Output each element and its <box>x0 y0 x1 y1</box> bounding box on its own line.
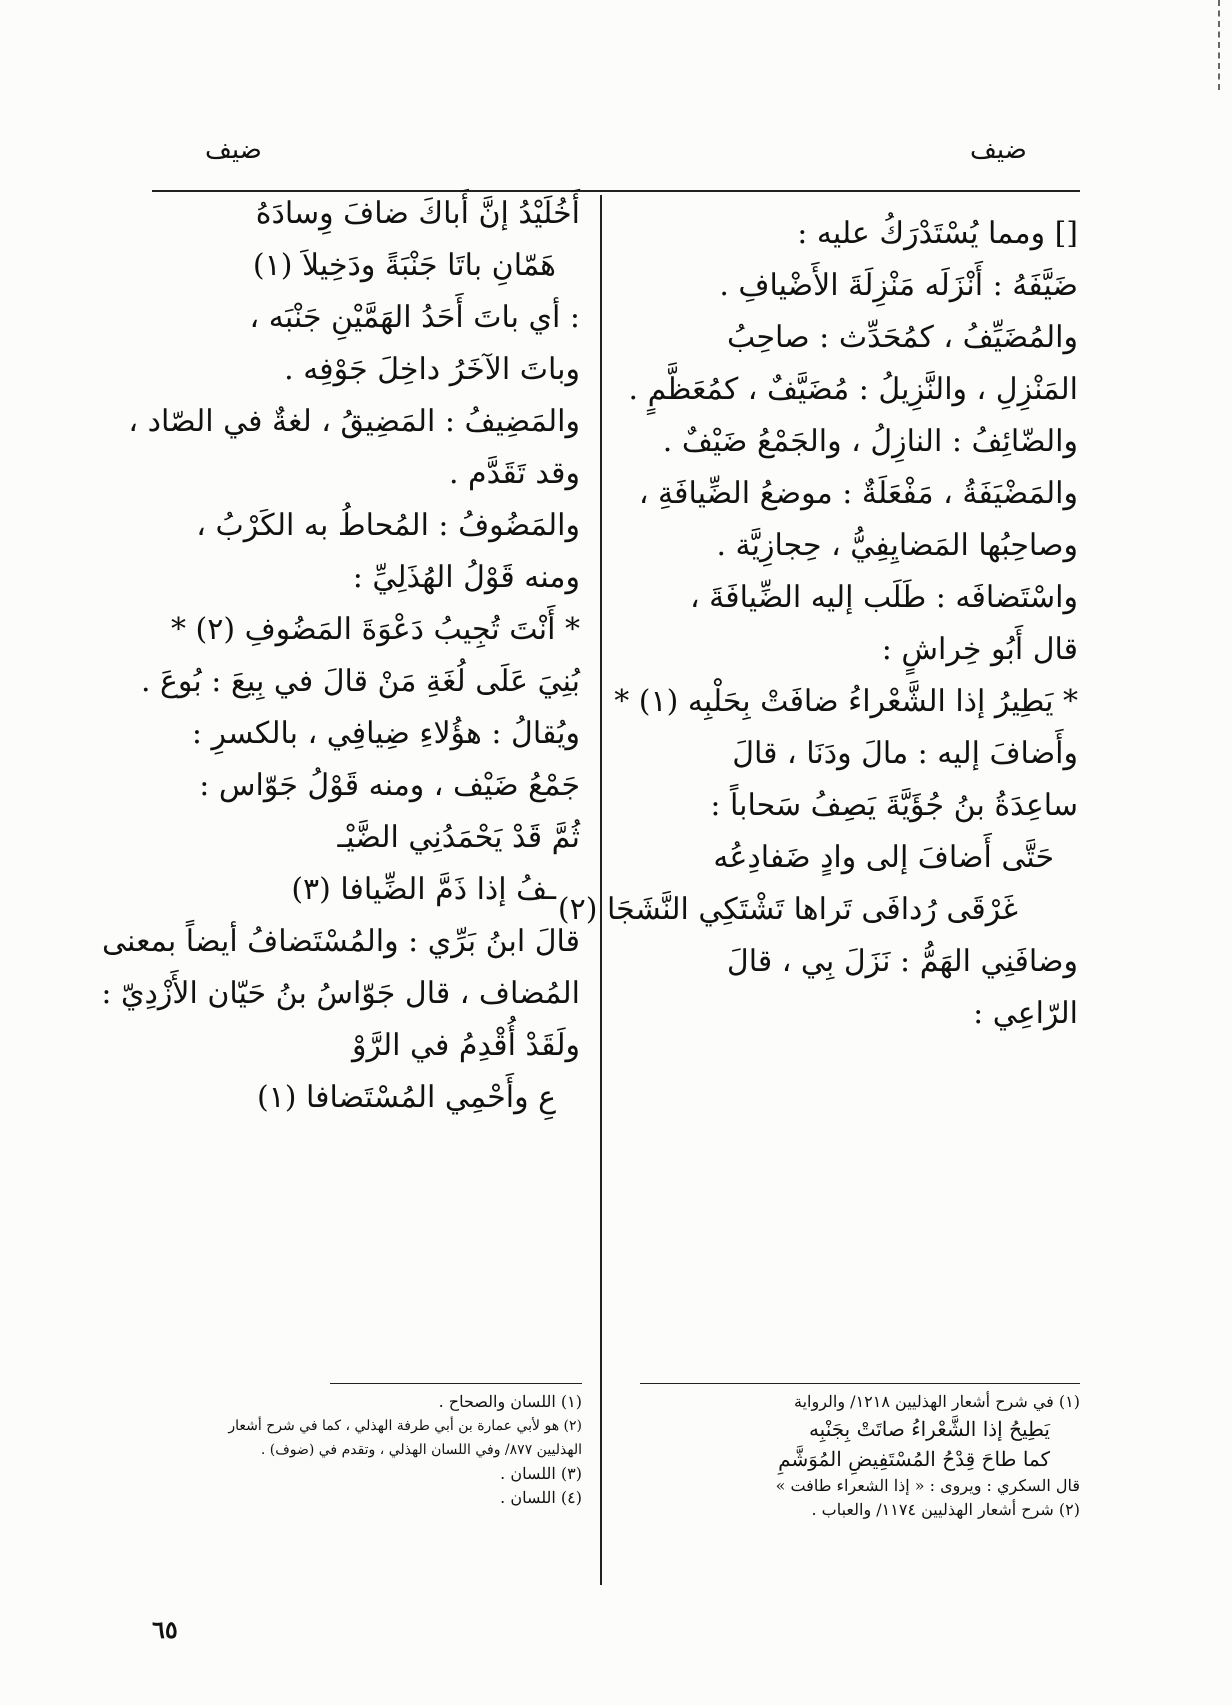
text-line: : أي باتَ أَحَدُ الهَمَّيْنِ جَنْبَه ، <box>249 300 580 335</box>
text-line: والضّائِفُ : النازِلُ ، والجَمْعُ ضَيْفٌ . <box>662 424 1078 459</box>
text-line: وقد تَقَدَّم . <box>448 456 580 491</box>
text-line: والمَضْيَفَةُ ، مَفْعَلَةٌ : موضعُ الضِّيافَةِ ، <box>638 476 1078 511</box>
text-line: بُنِيَ عَلَى لُغَةِ مَنْ قالَ في بِيعَ : بُوعَ . <box>140 664 580 699</box>
footnote-verse: يَطِيحُ إذا الشَّعْراءُ صاتَتْ بِجَنْبِه <box>808 1417 1050 1441</box>
footnote-line: (١) في شرح أشعار الهذليين ١٢١٨/ والرواية <box>794 1392 1080 1411</box>
text-line: وصاحِبُها المَضايِفِيُّ ، حِجازِيَّة . <box>716 528 1078 563</box>
text-line: وأَضافَ إليه : مالَ ودَنَا ، قالَ <box>732 736 1078 771</box>
footnote-line: (١) اللسان والصحاح . <box>438 1392 582 1411</box>
footnote-line: (٤) اللسان . <box>500 1488 582 1507</box>
footnote-verse: كما طاحَ قِدْحُ المُسْتَفِيضِ المُوَشَّمِ <box>778 1447 1050 1471</box>
verse-line: ثُمَّ قَدْ يَحْمَدُنِي الضَّيْـ <box>337 820 580 855</box>
verse-line: ولَقَدْ أُقْدِمُ في الرَّوْ <box>351 1028 580 1063</box>
text-line: ساعِدَةُ بنُ جُؤَيَّةَ يَصِفُ سَحاباً : <box>710 788 1078 823</box>
footnote-line: (٢) شرح أشعار الهذليين ١١٧٤/ والعباب . <box>811 1500 1080 1519</box>
edge-cut-mark <box>1218 0 1220 90</box>
text-line: قال أَبُو خِراشٍ : <box>881 632 1078 667</box>
verse-line: * يَطِيرُ إذا الشَّعْراءُ ضافَتْ بِحَلْبِه (١) * <box>614 684 1078 719</box>
verse-line: ـفُ إذا ذَمَّ الضِّيافا (٣) <box>291 872 556 907</box>
text-line: ومنه قَوْلُ الهُذَلِيِّ : <box>352 560 580 595</box>
text-line: والمُضَيِّفُ ، كمُحَدِّث : صاحِبُ <box>727 320 1078 355</box>
text-line: جَمْعُ ضَيْف ، ومنه قَوْلُ جَوّاس : <box>199 768 580 803</box>
footnote-line: الهذليين ٨٧٧/ وفي اللسان الهذلي ، وتقدم في (ضوف) . <box>260 1442 582 1458</box>
text-line: الرّاعِي : <box>973 996 1078 1031</box>
verse-line: أَخُلَيْدُ إنَّ أَباكَ ضافَ وِسادَهُ <box>255 196 580 231</box>
running-header-right: ضيف <box>970 135 1027 165</box>
verse-line: هَمّانِ باتَا جَنْبَةً ودَخِيلاَ (١) <box>252 248 556 283</box>
text-line: قالَ ابنُ بَرِّي : والمُسْتَضافُ أيضاً بمعنى <box>102 924 580 959</box>
text-line: ضَيَّفَهُ : أَنْزَلَه مَنْزِلَةَ الأَضْيافِ . <box>719 268 1078 303</box>
text-line: واسْتَضافَه : طَلَب إليه الضِّيافَةَ ، <box>689 580 1078 615</box>
text-line: وباتَ الآخَرُ داخِلَ جَوْفِه . <box>284 352 580 387</box>
right-column <box>557 208 1078 1040</box>
text-line: والمَضِيفُ : المَضِيقُ ، لغةٌ في الصّاد ، <box>128 404 580 439</box>
text-line: المَنْزِلِ ، والنَّزِيلُ : مُضَيَّفٌ ، كمُعَظَّمٍ . <box>628 372 1078 407</box>
footnote-line: (٢) هو لأبي عمارة بن أبي طرفة الهذلي ، كما في شرح أشعار <box>228 1418 582 1434</box>
verse-line: حَتَّى أَضافَ إلى وادٍ ضَفادِعُه <box>713 840 1054 875</box>
text-line: [] ومما يُسْتَدْرَكُ عليه : <box>797 216 1078 251</box>
footnotes-left <box>228 1383 582 1510</box>
footnote-line: (٣) اللسان . <box>500 1464 582 1483</box>
running-header-left: ضيف <box>205 135 262 165</box>
verse-line: غَرْقَى رُدافَى تَراها تَشْتَكِي النَّشَجَا (٢) <box>557 892 1018 927</box>
verse-line: عِ وأَحْمِي المُسْتَضافا (١) <box>256 1080 556 1115</box>
left-column <box>101 188 580 1124</box>
text-line: ويُقالُ : هؤُلاءِ ضِيافِي ، بالكسرِ : <box>191 716 580 751</box>
text-line: المُضاف ، قال جَوّاسُ بنُ حَيّان الأَزْدِيّ : <box>101 976 580 1011</box>
text-line: وضافَنِي الهَمُّ : نَزَلَ بِي ، قالَ <box>726 944 1078 979</box>
page-number: ٦٥ <box>152 1615 178 1644</box>
footnote-line: قال السكري : ويروى : « إذا الشعراء طافت » <box>775 1476 1080 1495</box>
footnotes-right <box>640 1383 1080 1522</box>
verse-line: * أَنْتَ تُجِيبُ دَعْوَةَ المَضُوفِ (٢) * <box>170 612 580 647</box>
text-line: والمَضُوفُ : المُحاطُ به الكَرْبُ ، <box>196 508 580 543</box>
